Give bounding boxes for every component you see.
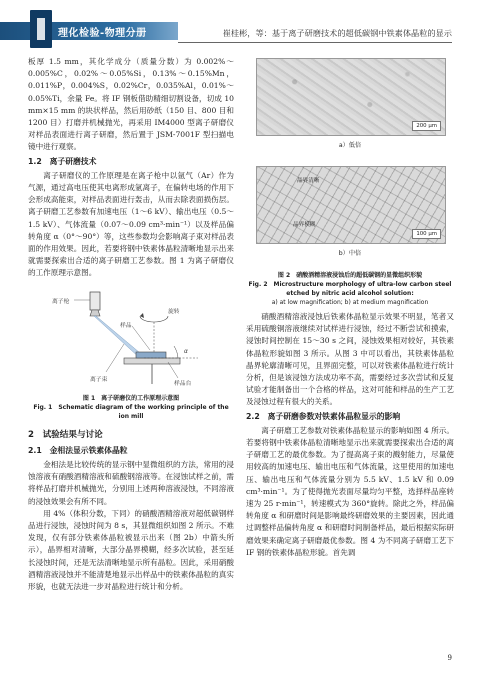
micrograph-medium-magnification	[256, 166, 446, 244]
figure-2-caption-en-2: etched by nitric acid alcohol solution:	[286, 290, 414, 297]
page-header	[0, 0, 480, 56]
subcaption-b: b）中倍	[338, 250, 362, 257]
label-sample-stage: 样品台	[174, 380, 192, 387]
sample-block	[136, 352, 166, 358]
right-column	[246, 56, 454, 559]
leader-sample	[132, 326, 150, 350]
label-alpha: α	[184, 348, 188, 355]
scale-bar-a: 200 μm	[412, 121, 441, 131]
label-ion-gun: 离子枪	[52, 298, 70, 305]
paragraph-materials: 板厚 1.5 mm，其化学成分（质量分数）为 0.002%～0.005%C，0.02%～0.05%Si，0.13%～0.15%Mn，0.011%P，0.004%S，0.02%Cr，0.035%Al，0.01%～0.05%Ti，余量 Fe。将 IF 钢板借助精细切割设备，切成 10 mm×15 mm 的块状样品，然后用砂纸（150 目、800 目和 1200 目）打磨并机械抛光，再采用 IM4000 型离子研磨仪对样品表面进行离子研磨，然后置于 JSM-7001F 型扫描电镜中进行观察。	[28, 57, 234, 152]
figure-2-micrographs	[246, 56, 454, 269]
subcaption-a: a）低倍	[338, 142, 362, 149]
label-rotate: 旋转	[168, 308, 180, 315]
running-title: 崔桂彬，等：基于离子研磨技术的超低碳钢中铁素体晶粒的显示	[222, 28, 452, 38]
page-number: 9	[447, 654, 452, 662]
section-heading-1-2: 1.2 离子研磨技术	[28, 156, 97, 166]
header-divider	[178, 42, 452, 43]
sample-stage	[124, 358, 180, 364]
section-heading-2-1: 2.1 金相法显示铁素体晶粒	[28, 445, 128, 455]
leader-beam	[106, 344, 124, 372]
label-sample: 样品	[120, 322, 132, 329]
figure-1-caption-cn: 图 1 离子研磨仪的工作原理示意图	[82, 394, 180, 402]
left-column	[28, 56, 234, 593]
paragraph-copper-sulfate: 硝酸酒精溶液浸蚀后铁素体晶粒显示效果不明显，笔者又采用硫酸铜溶液继续对试样进行浸蚀，经过不断尝试和摸索，浸蚀时间控制在 15～30 s 之间，浸蚀效果相对较好，其铁素体晶粒形貌如图 3 所示。从图 3 中可以看出，其铁素体晶粒晶界轮廓清晰可见，且界面完整，可以对铁素体晶粒进行统计分析，但是该浸蚀方法成功率不高，需要经过多次尝试和反复试验才能制备出一个合格的样品，这对可能和样品的生产工艺及浸蚀过程有很大的关系。	[246, 312, 454, 407]
figure-2-caption-en-1: Fig. 2 Microstructure morphology of ultra-low carbon steel	[248, 281, 452, 288]
scale-bar-b: 100 μm	[412, 229, 441, 239]
paragraph-ion-mill: 离子研磨仪的工作原理是在离子枪中以氩气（Ar）作为气源，通过高电压使其电离形成氩离子，在偏转电场的作用下会形成高能束，对样品表面进行轰击，从而去除表面损伤层。离子研磨工艺参数有加速电压（1～6 kV）、输出电压（0.5～1.5 kV）、气体流量（0.07～0.09 cm³·min⁻¹）以及样品偏转角度 α（0°～90°）等，这些参数均会影响离子束对样品表面的作用效果。因此，若要将钢中铁素体晶粒清晰地显示出来就需要探索出合适的离子研磨工艺参数。图 1 为离子研磨仪的工作原理示意图。	[28, 170, 234, 278]
ion-gun-body	[90, 292, 100, 310]
angle-arc	[174, 346, 178, 358]
paragraph-nital-etch: 用 4%（体积分数，下同）的硝酸酒精溶液对超低碳钢样品进行浸蚀，浸蚀时间为 8 s，其显微组织如图 2 所示。不难发现，仅有部分铁素体晶粒被显示出来（图 2b）中箭头所示），晶界相对清晰，大部分晶界模糊，经多次试验，甚至延长浸蚀时间，还是无法清晰地显示所有晶粒。因此，采用硝酸酒精溶液浸蚀并不能清楚地显示出样品中的铁素体晶粒的真实形貌，也就无法进一步对晶粒进行统计和分析。	[28, 508, 234, 592]
annotation-clear-boundary: 晶界清晰	[297, 178, 320, 184]
annotation-blurred-boundary: 晶界模糊	[293, 222, 316, 228]
section-heading-2-2: 2.2 离子研磨参数对铁素体晶粒显示的影响	[246, 411, 401, 421]
section-heading-2: 2 试验结果与讨论	[28, 429, 103, 440]
micrograph-low-magnification	[256, 58, 446, 136]
journal-logo-icon	[30, 10, 52, 48]
rotation-arrow	[140, 316, 168, 322]
paragraph-ion-mill-parameters: 离子研磨工艺参数对铁素体晶粒显示的影响如图 4 所示。若要将钢中铁素体晶粒清晰地显示出来就需要探索出合适的离子研磨工艺的最优参数。为了提高离子束的溅射能力，尽量使用较高的加速电压、输出电压和气体流量，这里使用的加速电压、输出电压和气体流量分别为 5.5 kV、1.5 kV 和 0.09 cm³·min⁻¹。为了使得抛光表面尽量均匀平整，选择样品座转速为 25 r·min⁻¹，转速模式为 360°旋转。除此之外，样品偏转角度 α 和研磨时间是影响最终研磨效果的主要因素，因此通过调整样品偏转角度 α 和研磨时间制备样品，最后根据实际研磨效果来确定离子研磨最优参数。图 4 为不同离子研磨工艺下 IF 钢的铁素体晶粒形貌。首先调	[246, 425, 454, 557]
label-ion-beam: 离子束	[90, 376, 108, 383]
figure-1-schematic	[28, 286, 234, 394]
paragraph-metallography: 金相法是比较传统的显示钢中显微组织的方法，常用的浸蚀溶液有硝酸酒精溶液和硫酸钢溶液等。在浸蚀试样之前，需将样品打磨并机械抛光，分别用上述两种溶液浸蚀，不同溶液的浸蚀效果会有所不同。	[28, 460, 234, 506]
journal-name: 理化检验-物理分册	[58, 28, 147, 39]
ion-gun-nozzle	[90, 310, 100, 316]
leader-stage	[168, 362, 178, 378]
figure-2-caption-en-3: a) at low magnification; b) at medium magnification	[271, 299, 429, 306]
figure-2-caption-cn: 图 2 硝酸酒精溶液浸蚀后的超低碳钢的显微组织形貌	[277, 272, 423, 279]
figure-1-caption-en: Fig. 1 Schematic diagram of the working principle of the ion mill	[33, 403, 229, 420]
